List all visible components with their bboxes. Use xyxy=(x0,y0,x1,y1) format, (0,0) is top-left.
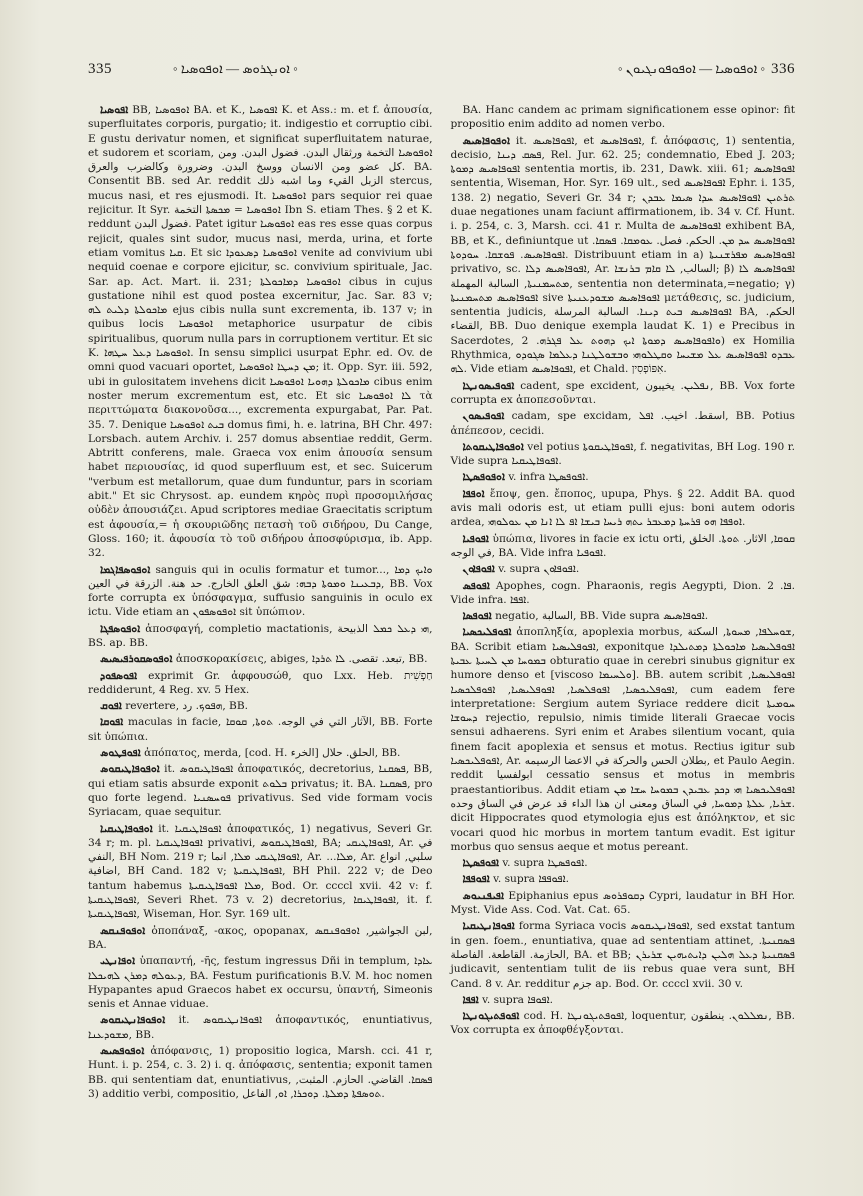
entry-headword: ܐܦܘܦܣ xyxy=(462,579,490,592)
dictionary-entry xyxy=(451,919,796,990)
dictionary-entry xyxy=(88,954,433,1011)
entry-text: negatio, السالبة, BB. Vide supra ܐܦܘܦܐܣܝܣ. xyxy=(495,610,709,623)
entry-headword: ܐܘܦܘܦܐܛܝܩܘܬܐ xyxy=(462,440,524,453)
dictionary-entry xyxy=(451,1009,796,1038)
page-header xyxy=(88,55,795,89)
entry-headword: ܐܘܦܘܦܣܛܐ xyxy=(462,471,505,484)
dictionary-entry xyxy=(88,746,433,760)
entry-headword: ܐܘܦܘܦܣܝܣ xyxy=(100,1045,145,1057)
entry-headword: ܐܦܘܦܛܘܣ xyxy=(100,747,141,760)
left-page-number: 335 xyxy=(88,61,112,77)
entry-text: ἀποσφαγή, completio mactationis, ܗܝ ܕܥܠ ܟܡܠ الذبيحة, BS. ap. BB. xyxy=(88,622,433,649)
dictionary-entry xyxy=(88,1044,433,1101)
dictionary-entry xyxy=(451,103,796,132)
entry-text: vel potius ܐܦܘܦܐܛܝܩܘܬܐ, f. negativitas, BH Log. 190 r. Vide supra ܐܦܘܦܐܛܝܩܝܐ. xyxy=(450,440,795,468)
dictionary-entry xyxy=(451,889,796,918)
entry-text: it. ܐܦܘܦܐܛܝܩܘܣ ἀποφατικός, decretorius, ܦܣܩܢܐ, BB, qui etiam satis absurde exponit ܒܠܘܬ privatus; it. BA. ܦܣܩܢܐ, pro quo forte legend. ܦܘܚܣܢܝܐ privativus. Sed vide formam vocis Syriacam, quae sequitur. xyxy=(88,763,433,819)
dictionary-entry xyxy=(451,379,796,408)
dictionary-entry xyxy=(451,487,796,530)
entry-headword: ܐܦܘܦܝܣܘܢܛܐ xyxy=(462,379,515,392)
dictionary-entry xyxy=(88,103,433,561)
entry-text: ἀπόφανσις, 1) propositio logica, Marsh. cci. 41 r, Hunt. i. p. 254, c. 3. 2) i. q. ἀπόφασις, sententia; exponit tamen BB. qui sententiam dat, enuntiativus, ܦܣܩܐ. القاضي. الحازم. المثبت, 3) additio verbi, compositio, ܬܘܣܦܬܐ ܕܡܠܬܐ. ܕܘܟܪܐ, ܐܘ, الفاعل. xyxy=(88,1045,433,1100)
dictionary-entry xyxy=(88,1013,433,1042)
entry-headword: ܐܦܘܩ xyxy=(100,700,122,713)
entry-text: it. ܐܦܘܦܐܣܝܣ, et ܐܦܘܦܐܣܝܣ, f. ἀπόφασις, 1) sententia, decisio, ܦܣܩ ܕܝܢܐ, Rel. Jur. 62. 25; condemnatio, Ebed J. 203; ܐܦܘܦܐܣܝܣ ܕܡܘܬܐ sententia mortis, ib. 231, Dawk. xiii. 61; ܐܦܘܦܐܣܝܣ sententia, Wiseman, Hor. Syr. 169 ult., sed ܐܦܘܦܐܣܝܣ Ephr. i. 135, 138. 2) negatio, Severi Gr. 34 r; ܬܪܬܝܢ ܐܦܘܦܐܣܝܣ ܚܕܐ ܣܝܡܐ ܥܒܕܢ duae negationes unam faciunt affirmationem, ib. 34 v. Cf. Hunt. i. p. 254, c. 3, Marsh. cci. 41 r. Multa de ܐܦܘܦܐܣܝܣ exhibent BA, BB, et K., definiuntque ut ܐܦܘܦܐܣܝܣ ܚܕ ܡܢ. الحكم. فصل. ܥܘܡܩܐ. ܦܣܩܐ. ܐܦܘܦܐܣܝܣ. ܦܘܫܩܐ. ܚܘܕܘܬܐ. Distribuunt etiam in a) ܐܦܘܦܐܣܝܣ ܡܦܪܫܢܝܬܐ privativo, sc. ܐܦܘܦܐܣܝܣ ܕܠܐ, Ar. السالب, ܠܐ ܩܐܡ ܒܪܢܫܐ; β) ܐܦܘܦܐܣܝܣ ܠܐ ܡܬܚܡܢܝܬܐ, السالبة المهملة, sententia non determinata,=negatio; γ) ܐܦܘܦܐܣܝܣ ܡܬܚܡܢܝܬܐ sive ܐܦܘܦܐܣܝܣ ܡܫܘܕܥܢܝܬܐ μετάθεσις, sc. judicium, sententia judicis, ܐܦܘܦܐܣܝܣ ܒܝܬ ܕܝܢܐ. السالبة المرسلة BA, الحكم. القضاء, BB. Duo denique exempla laudat K. 1) e Precibus in Sacerdotes, ܘܐܦܘܦܐܣܝܣ ܕܡܘܬܐ ܐܝܟ ܕܗܘܬ ܥܠ ܦܓܪܗ. 2) ex Homilia Rhythmica, ܥܒܕܘ ܐܦܘܦܐܣܝܣ ܥܠ ܡܫܝܚܐ ܘܩܛܠܘܗܝ ܘܒܫܘܠܛܢܐ ܕܥܠܡܐ ܣܓܘܕܘ ܠܗ. Vide etiam ܐܦܘܦܐܣܝܣ, et Chald. אִפּוֹפְסִין. xyxy=(450,134,796,376)
entry-headword: ܐܦܘܩܐ xyxy=(100,716,124,729)
entry-text: Apophes, cogn. Pharaonis, regis Aegypti, Dion. ܦܐ. 2. Vide infra. ܐܦܦܐ. xyxy=(450,579,795,606)
dictionary-entry xyxy=(88,762,433,819)
entry-text: forma Syriaca vocis ܐܦܘܦܐܢܛܝܩܘܣ, sed exstat tantum in gen. foem., enuntiativa, quae ad sententiam attinet, ܦܣܩܢܝܬܐ. الحازمة. القاطعة. الفاصلة, BA. et BB; ܦܣܩܢܝܬܐ ܕܥܠ ܗܠܝܢ ܕܐܝܬܝܗܝܢ ܫܪܝܪܢ judicavit, sententiam tulit de iis rebus quae vera sunt, BH Cand. 8 v. Ar. redditur جزم ap. Bod. Or. ccccl xvii. 30 v. xyxy=(450,920,795,990)
entry-headword: ܐܦܘܦܝܐ xyxy=(462,532,489,545)
entry-text: v. supra ܐܦܘܦܐ. xyxy=(482,993,553,1006)
dictionary-entry xyxy=(88,715,433,744)
left-running-title: ◦ ܐܘܢܓܪܘܣ — ܐܘܦܘܣܝܐ ◦ xyxy=(173,61,298,76)
dictionary-entry xyxy=(451,856,796,870)
dictionary-entry xyxy=(451,993,796,1007)
entry-headword: ܐܘܦܘܦܐܛܝܩܘܣ xyxy=(100,763,160,776)
dictionary-entry xyxy=(451,470,796,484)
entry-text: cadent, spe excident, ܢܦܠܝܢ. يخيبون, BB. Vox forte corrupta ex ἀποπεσοῦνται. xyxy=(450,379,795,406)
entry-headword: ܐܦܘܣܝܐ xyxy=(100,104,129,116)
entry-headword: ܐܘܦܘܣܦܓܐ xyxy=(100,622,141,635)
entry-headword: ܐܦܘܦܝܣܘܢ xyxy=(462,410,505,423)
entry-headword: ܐܦܘܦܣܛܐ xyxy=(462,857,500,870)
left-column xyxy=(88,103,433,1103)
entry-text: maculas in facie, الآثار التي في الوجه. ܬܘܬܐ, ܩܘܩܐ, BB. Forte sit ὑπώπια. xyxy=(88,716,433,743)
entry-headword: ܐܦܦܐ xyxy=(462,993,479,1006)
entry-headword: ܐܦܘܦܐܘܢ xyxy=(462,563,495,576)
dictionary-entry xyxy=(451,625,796,854)
entry-headword: ܐܘܦܘܣܩܘܪܦܝܣܝܣ xyxy=(100,653,173,666)
entry-text: ὑπώπια, livores in facie ex ictu orti, ܩܘܩܐ, الاثار. ܬܘܬܐ. الخلق في الوجه, BA. Vide infra ܐܦܘܦܝܐ. xyxy=(450,532,795,559)
entry-headword: ܐܦܘܦܐܢܛܝܩܝܐ xyxy=(462,920,515,933)
dictionary-entry xyxy=(88,622,433,651)
entry-text: Epiphanius epus ܕܩܘܦܪܘܣ Cypri, laudatur in BH Hor. Myst. Vide Ass. Cod. Vat. Cat. 65. xyxy=(450,889,795,917)
entry-text: revertere, ܗܦܘܟ. رد, BB. xyxy=(125,700,248,713)
entry-headword: ܐܘܦܦܐ xyxy=(462,487,485,500)
entry-headword: ܐܘܦܘܦܐܢܛܝܩܘܣ xyxy=(100,1014,166,1027)
entry-text: ἀποπληξία, apoplexia morbus, ܫܘܚܠܦܐ, ܡܚܘܬܐ, السكتة, BA. Scribit etiam ܐܦܘܦܠܝܣܝܐ, exponitque ܐܦܘܦܠܝܣܝܐ ܡܐܟܘܠܬܐ ܕܡܬܝܠܕܐ ܒܡܘܚܐ ܡܢ ܠܚܝܬܐ ܥܒܝܬܐ obturatio quae in cerebri sinubus gignitur ex humore denso et [viscoso ܘܠܚܝܡܐ]. BB. autem scribit ܐܦܘܦܠܝܣܝܐ, ܐܦܘܦܠܝܟܣܝܐ, ܐܦܘܦܠܣܝܐ, ܐܦܘܦܠܝܣܝܐ, ܐܦܘܦܠܟܣܝܐ, cum eadem fere interpretatione: Sergium autem Syriace reddere dicit ܚܘܡܝܬܐ ܕܚܘܫܐ rejectio, repulsio, nimis timide literali Graecae vocis sensui adhaerens. Syri enim et Arabes silentium vocant, quia finem facit apoplexia et sensus et motus. Rectius igitur sub ܐܦܘܦܠܝܟܣܝܐ, Ar. بطلان الحس والحركة في الاعضا الرسيمه, et Paulo Aegin. reddit ابولفسيا cessatio sensus et motus in membris praestantioribus. Addit etiam ܐܦܘܦܠܝܟܣܝܐ ܗܝ ܕܟܕ ܥܒܝܕܢ ܒܡܘܚܐ ܚܫܐ ܡܢ ܫܪܝܐ, ܥܠܬܐ ܕܡܘܚܐ, في الساق ومعنى ان هذا الداء قد عرض في الساق وحده. dicit Hippocrates quod etymologia ejus est ἀπόληκτον, et sic vocari quod hic morbus in mortem tantum evadit. Est igitur morbus quo sensus aeque et motus pereant. xyxy=(450,626,796,853)
entry-headword: ܐܦܘܦܠܝܟܣܝܐ xyxy=(462,626,512,639)
dictionary-entry xyxy=(88,563,433,620)
dictionary-entry xyxy=(451,579,796,608)
entry-text: BA. Hanc candem ac primam significationem esse opinor: fit propositio enim addito ad nomen verbo. xyxy=(450,104,795,131)
dictionary-entry xyxy=(451,609,796,623)
entry-text: sanguis qui in oculis formatur et tumor..., ܘܐܝܟ ܕܡܐ ܕܒܥܝܢܐ ܘܡܘܬܐ ܕܒܗ: شق العلق الخارج. حد هنة. الزرقة في العين, BB. Vox forte corrupta ex ὑπόσφαγμα, suffusio sanguinis in oculo ex ictu. Vide etiam an ܐܘܦܘܣܦܘܢ sit ὑπώπιον. xyxy=(88,563,433,619)
entry-text: cadam, spe excidam, اسقط. اخيب. ܐܦܠ, BB. Potius ἀπέπεσον, cecidi. xyxy=(450,410,795,437)
entry-headword: ܐܘܦܘܦܢܩܣ xyxy=(100,924,146,937)
entry-text: ἀπόπατος, merda, [cod. H. الخرء] الحلق. حلال, BB. xyxy=(144,747,401,760)
entry-headword: ܐܦܘܣܦܘܕ xyxy=(100,669,138,682)
dictionary-entry xyxy=(451,562,796,576)
dictionary-entry xyxy=(88,669,433,698)
entry-text: exprimit Gr. ἀφφουσώθ, quo Lxx. Heb. חַפְשִׁית reddiderunt, 4 Reg. xv. 5 Hex. xyxy=(88,669,433,696)
dictionary-entry xyxy=(88,652,433,666)
entry-text: v. infra ܐܦܘܦܣܛܐ. xyxy=(508,471,589,484)
dictionary-entry xyxy=(451,872,796,886)
entry-headword: ܐܦܘܦܣܐ xyxy=(462,610,492,623)
entry-text: ἀποσκορακίσεις, abiges, تبعد. تقصى. ܠܐ ܬܪܕܐ, BB. xyxy=(175,653,428,666)
entry-text: v. supra ܐܦܘܦܐܘܢ. xyxy=(498,563,580,576)
entry-headword: ܐܦܘܦܦܐ xyxy=(462,873,490,886)
entry-text: cod. H. ܐܦܘܦܬܝܓܘܢܛܐ, loquentur, ܢܡܠܠܘܢ. ينطقون, BB. Vox corrupta ex ἀποφθέγξονται. xyxy=(450,1010,795,1037)
dictionary-entry xyxy=(88,699,433,713)
entry-text: ἔποψ, gen. ἔποπος, upupa, Phys. § 22. Addit BA. quod avis mali odoris est, ut etiam pulli ejus: boni autem odoris ardea, ܐܘܦܦܐ ܗܘ ܦܪܚܬܐ ܕܡܥܒܪ ܝܬܗ ܪܝܚܐ ܒܝܫܐ ܐܦ ܠܐ ܐܢܐ ܡܢ ܥܘܠܘܗܝ. xyxy=(450,487,795,529)
right-page-number: 336 xyxy=(771,61,795,77)
entry-text: v. supra ܐܦܘܦܦܐ. xyxy=(493,873,569,886)
entry-headword: ܐܘܦܘܦܐܛܝܩܝܐ xyxy=(100,822,153,835)
entry-headword: ܐܦܝܦܢܝܘܣ xyxy=(462,889,504,902)
text-columns xyxy=(88,103,795,1103)
entry-headword: ܐܦܘܦܬܝܓܘܢܛܐ xyxy=(462,1010,520,1023)
entry-text: ὀποπάναξ, -ακος, opopanax, لبن الجواشير, ܐܘܦܘܦܢܩܣ, BA. xyxy=(88,924,433,951)
entry-text: ὑπαπαντή, -ῆς, festum ingressus Dñi in templum, ܥܐܕܐ ܕܥܘܠܗ ܕܡܪܢ ܠܗܝܟܠܐ, BA. Festum purificationis B.V. M. hoc nomen Hypapantes apud Graecos habet ex occursu, ὑπαντή, Simeonis senis et Annae viduae. xyxy=(88,955,433,1011)
entry-text: BB, ܐܘܦܘܣܝܐ BA. et K., ܐܦܘܣܝܐ K. et Ass.: m. et f. ἀπουσία, superfluitates corporis, purgatio; it. indigestio et corruptio cibi. E gustu derivatur nomen, et significat superfluitatem naturae, et sudorem et scoriam, ܐܘܦܘܣܝܐ التخمة ورثقال البدن. فضول البدن. ومن كل عضو ومن الانسان ووسخ البدن. وضرورة وكالضرب والعرق. BA. Consentit BB. sed Ar. reddit الزبل القيء وما اشبه ذلك stercus, mucus nasi, et res ejusmodi. It. ܐܘܦܘܣܝܐ pars sequior rei quae rejicitur. It Syr. ܐܘܦܘܣܝܐ = ܡܟܣܬܐ التخمة Ibn S. etiam Thes. § 2 et K. reddunt فضول البدن. Patet igitur ܐܘܦܘܣܝܐ eas res esse quas corpus rejicit, quales sint sudor, mucus nasi, merda, urina, et forte etiam vomitus ܩܝܐ. Et sic ܐܘܦܘܣܝܐ ܕܣܥܘܕܐ venite ad convivium ubi nequid coenae e corpore ejicitur, sc. convivium spirituale, Jac. Sar. ap. Act. Mart. ii. 231; ܐܘܦܘܣܝܐ ܕܡܐܟܘܠܬܐ cibus in cujus gustatione nihil est quod postea excernitur, Jac. Sar. 83 v; ܡܐܟܘܠܬܐ ܕܠܝܬ ܠܗ ejus cibis nulla sunt excrementa, ib. 137 v; in quibus locis ܐܘܦܘܣܝܐ metaphorice usurpatur de cibis spiritualibus, quorum nulla pars in corruptionem vertitur. Et sic K. ܐܘܦܘܣܝܐ ܕܥܠ ܚܛܗܐ. In sensu simplici usurpat Ephr. ed. Ov. de omni quod vacuari oportet, ܡܢ ܕܚܛܐ ܐܘܦܘܣܝܐ; it. Opp. Syr. iii. 592, ubi in gulositatem invehens dicit ܡܐܟܘܠܬܐ ܕܗܘܝܐ ܐܘܦܘܣܝܐ cibus enim noster merum excrementum est, etc. Et sic ܠܐ ܐܘܦܘܣܝܐ τὰ περιττώματα διακονοῦσα..., excrementa expurgabat, Par. Pat. 35. 7. Denique ܒܝܬ ܐܘܦܘܣܝܐ domus fimi, h. e. latrina, BH Chr. 497: Lorsbach. autem Archiv. i. 257 domus absentiae reddit, Germ. Abtritt conferens, male. Graeca vox enim ἀπουσία sensum habet περιουσίας, id quod superfluum est, et sec. Suicerum "verbum est metallorum, quae dum funduntur, pars in scoriam abit." Et sic Chrysost. ap. eundem κηρὸς πυρὶ προσομιλήσας οὐδὲν ἀπουσιάζει. Apud scriptores mediae Graecitatis scriptum est ἀφουσία,= ἡ σκουριῶδης πετασὴ τοῦ σιδήρου, Du Cange, Gloss. 160; it. ἀφουσία τὸ τοῦ σιδήρου ἀποσφύρισμα, ib. App. 32. xyxy=(88,104,433,560)
right-column xyxy=(451,103,796,1103)
dictionary-entry xyxy=(88,822,433,922)
entry-headword: ܐܘܦܐܢܛܝ xyxy=(100,955,136,968)
entry-headword: ܐܘܦܘܣܦܐܓܡܐ xyxy=(100,563,151,576)
dictionary-entry xyxy=(451,134,796,377)
dictionary-entry xyxy=(451,532,796,561)
entry-text: it. ܐܦܘܦܐܛܝܩܝܐ ἀποφατικός, 1) negativus, Severi Gr. 34 r; m. pl. ܐܦܘܦܐܛܝܩܝܐ privativi, ܐܦܘܦܐܛܝܩܘܣ, BA; ܐܦܘܦܐܛܝܩܝ, Ar. في النفي, BH Nom. 219 r; ܐܦܘܦܐܛܝܩܝ ܡܠܐ, انما, Ar. ...ܡܠܐ, Ar. سلبي, انواع اضافية, BH Cand. 182 v; ܐܦܘܦܐܛܝܩܝܬܐ, BH Phil. 222 v; de Deo tantum habemus ܡܠܐ ܐܦܘܦܐܛܝܩܝܬܐ, Bod. Or. ccccl xvii. 42 v: f. ܐܦܘܦܐܛܝܩܝܬܐ, Severi Rhet. 73 v. 2) decretorius, ܐܦܘܦܐܛܝܩܐ, it. f. ܐܦܘܦܐܛܝܩܝܬܐ, Wiseman, Hor. Syr. 169 ult. xyxy=(88,822,433,921)
dictionary-entry xyxy=(88,924,433,953)
dictionary-entry xyxy=(451,409,796,438)
entry-headword: ܐܘܦܘܦܐܣܝܣ xyxy=(462,134,511,147)
entry-text: v. supra ܐܦܘܦܣܛܐ. xyxy=(502,857,588,870)
right-running-title: ◦ ܐܘܦܘܣܝܐ — ܐܘܦܘܦܘܢܓܝܘܢ ◦ xyxy=(618,61,766,76)
entry-text: it. ܐܦܘܦܐܢܛܝܩܘܣ ἀποφαντικός, enuntiativus, ܡܫܘܕܥܢܐ, BB. xyxy=(88,1014,433,1041)
dictionary-entry xyxy=(451,440,796,469)
